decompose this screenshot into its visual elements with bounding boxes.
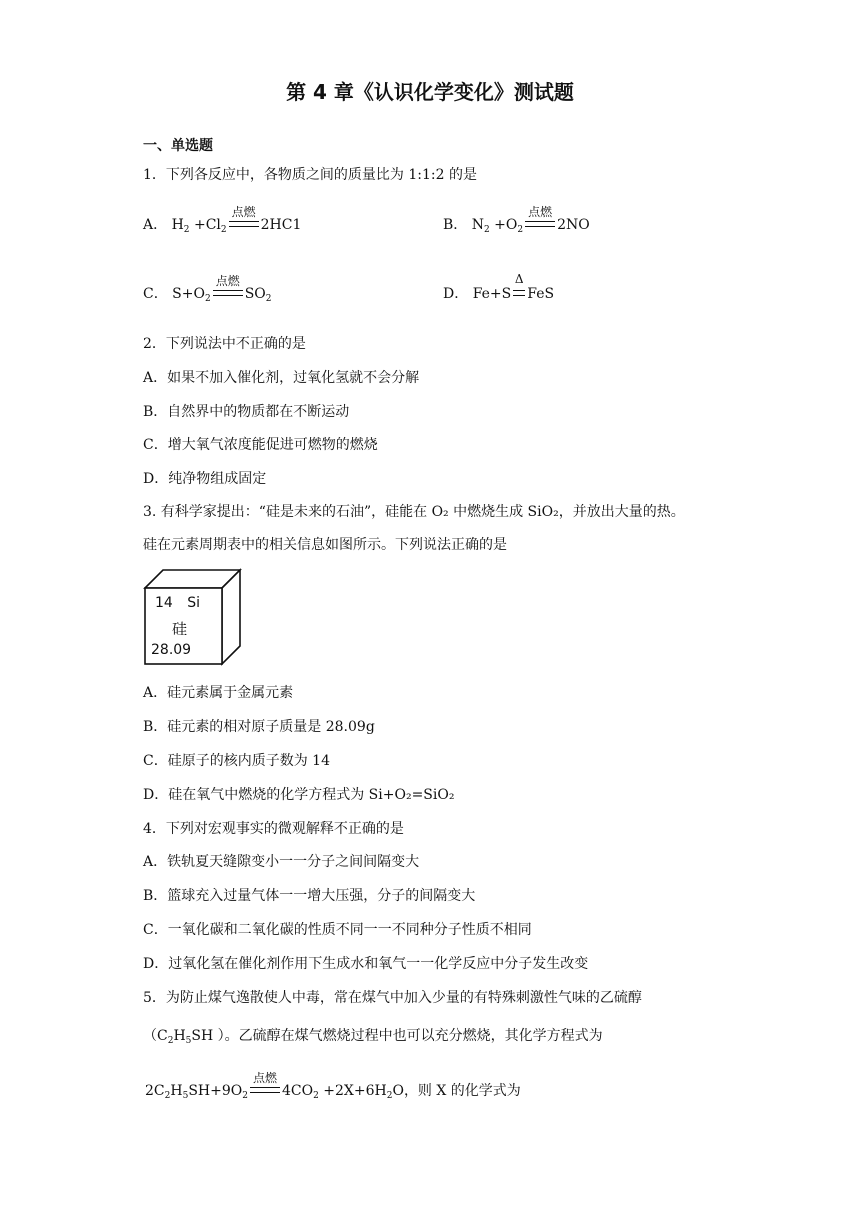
reaction-condition: 点燃 bbox=[528, 205, 553, 219]
equation-c: $S+O_2$ 点燃 $SO_2$ bbox=[172, 274, 272, 304]
q1-option-c[interactable]: C． $S+O_2$ 点燃 $SO_2$ bbox=[143, 274, 272, 304]
silicon-element-card bbox=[143, 568, 243, 670]
page-title: 第 4 章《认识化学变化》测试题 bbox=[286, 80, 574, 104]
question-3-stem-line2: 硅在元素周期表中的相关信息如图所示。下列说法正确的是 bbox=[143, 537, 507, 553]
atomic-mass: 28.09 bbox=[151, 642, 192, 658]
q4-option-d[interactable]: D．过氧化氢在催化剂作用下生成水和氧气一一化学反应中分子发生改变 bbox=[143, 956, 589, 972]
question-5-stem-line2: （$C_2H_5SH$ ）。乙硫醇在煤气燃烧过程中也可以充分燃烧，其化学方程式为 bbox=[143, 1028, 603, 1046]
reaction-condition: 点燃 bbox=[252, 1071, 277, 1085]
q4-option-a[interactable]: A．铁轨夏天缝隙变小一一分子之间间隔变大 bbox=[143, 854, 420, 870]
q2-option-d[interactable]: D．纯净物组成固定 bbox=[143, 471, 267, 487]
question-3-stem-line1: 3. 有科学家提出：“硅是未来的石油”，硅能在 O₂ 中燃烧生成 SiO₂，并放出大量的热。 bbox=[143, 504, 685, 520]
equation-d: Fe+S Δ FeS bbox=[472, 272, 555, 302]
q2-option-c[interactable]: C．增大氧气浓度能促进可燃物的燃烧 bbox=[143, 437, 378, 453]
question-4-stem: 4．下列对宏观事实的微观解释不正确的是 bbox=[143, 821, 404, 837]
question-1-stem: 1．下列各反应中，各物质之间的质量比为 1:1:2 的是 bbox=[143, 167, 477, 183]
reaction-condition: Δ bbox=[514, 272, 524, 286]
q4-option-c[interactable]: C．一氧化碳和二氧化碳的性质不同一一不同种分子性质不相同 bbox=[143, 922, 532, 938]
q2-option-a[interactable]: A．如果不加入催化剂，过氧化氢就不会分解 bbox=[143, 370, 420, 386]
reaction-condition: 点燃 bbox=[215, 274, 240, 288]
section-heading: 一、单选题 bbox=[143, 138, 213, 154]
q3-option-c[interactable]: C．硅原子的核内质子数为 14 bbox=[143, 753, 330, 769]
equation-b: $N_2 +O_2$ 点燃 2NO bbox=[471, 205, 590, 235]
element-symbol: Si bbox=[187, 595, 201, 611]
combustion-equation: $2C_2H_5SH+9O_2$ 点燃 $4CO_2 +2X+6H_2O$ bbox=[145, 1071, 404, 1101]
reaction-condition: 点燃 bbox=[231, 205, 256, 219]
q2-option-b[interactable]: B．自然界中的物质都在不断运动 bbox=[143, 404, 350, 420]
question-5-stem-line1: 5．为防止煤气逸散使人中毒，常在煤气中加入少量的有特殊刺激性气味的乙硫醇 bbox=[143, 990, 642, 1006]
q1-option-d[interactable]: D． Fe+S Δ FeS bbox=[443, 272, 555, 302]
q3-option-a[interactable]: A．硅元素属于金属元素 bbox=[143, 685, 294, 701]
question-5-equation: $2C_2H_5SH+9O_2$ 点燃 $4CO_2 +2X+6H_2O$，则 X 的化学式为 bbox=[145, 1071, 521, 1101]
question-2-stem: 2．下列说法中不正确的是 bbox=[143, 336, 306, 352]
equation-a: $H_2 +Cl_2$ 点燃 2HC1 bbox=[171, 205, 302, 235]
element-name: 硅 bbox=[172, 620, 188, 638]
atomic-number: 14 bbox=[155, 595, 173, 611]
q4-option-b[interactable]: B．篮球充入过量气体一一增大压强，分子的间隔变大 bbox=[143, 888, 476, 904]
q1-option-b[interactable]: B． $N_2 +O_2$ 点燃 2NO bbox=[443, 205, 590, 235]
ethanethiol-formula: （$C_2H_5SH$ ） bbox=[143, 1028, 225, 1046]
q1-option-a[interactable]: A． $H_2 +Cl_2$ 点燃 2HC1 bbox=[143, 205, 302, 235]
q3-option-b[interactable]: B．硅元素的相对原子质量是 28.09g bbox=[143, 719, 375, 735]
q3-option-d[interactable]: D．硅在氧气中燃烧的化学方程式为 Si+O₂=SiO₂ bbox=[143, 787, 455, 803]
